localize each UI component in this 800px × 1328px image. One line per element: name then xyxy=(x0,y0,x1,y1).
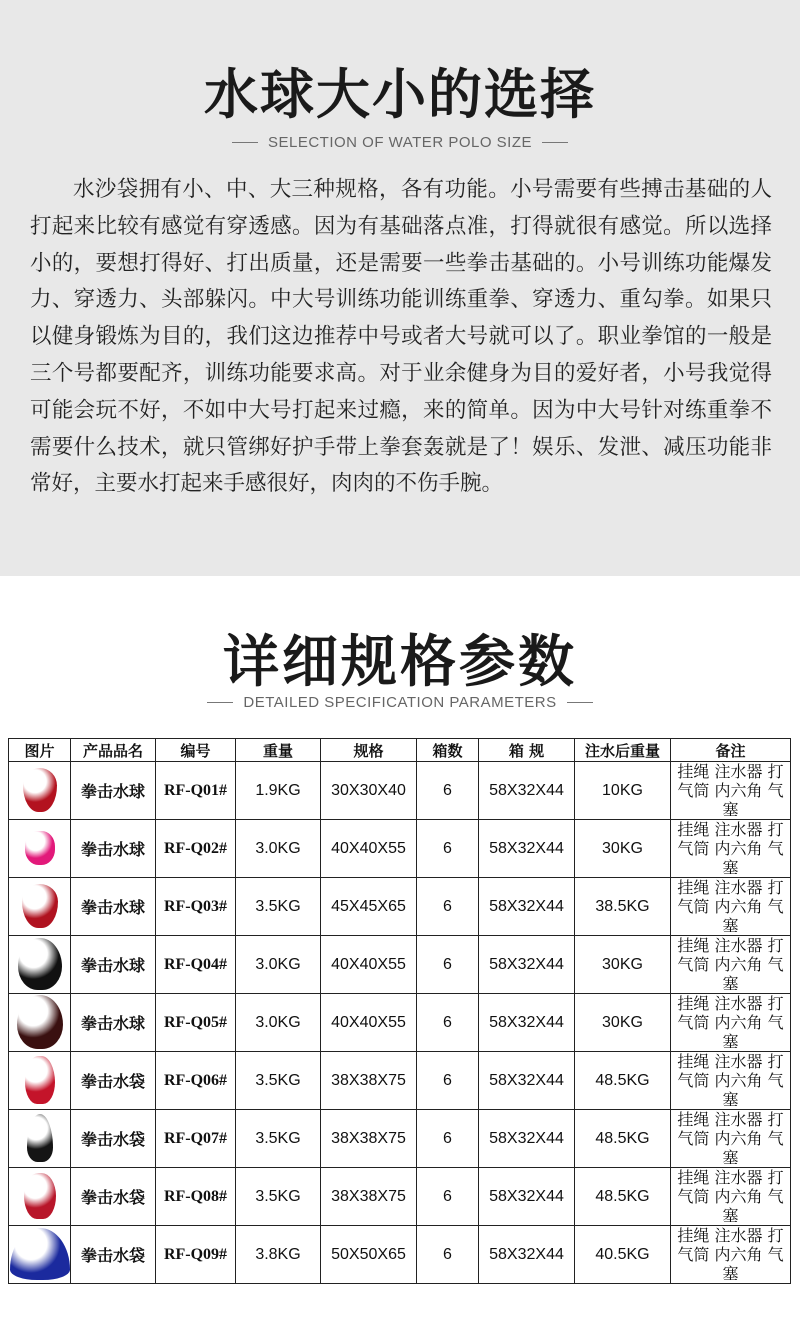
box-size: 58X32X44 xyxy=(479,762,575,820)
spec-table xyxy=(8,738,791,1284)
filled-weight: 30KG xyxy=(575,936,671,994)
spec-subtitle xyxy=(0,694,800,711)
product-notes: 挂绳 注水器 打气筒 内六角 气塞 xyxy=(671,1168,791,1226)
product-image xyxy=(9,1168,71,1226)
divider xyxy=(232,142,258,143)
intro-paragraph: 水沙袋拥有小、中、大三种规格，各有功能。小号需要有些搏击基础的人打起来比较有感觉有穿透感。因为有基础落点准，打得就很有感觉。所以选择小的，要想打得好、打出质量，还是需要一些拳击基础的。小号训练功能爆发力、穿透力、头部躲闪。中大号训练功能训练重拳、穿透力、重勾拳。如果只以健身锻炼为目的，我们这边推荐中号或者大号就可以了。职业拳馆的一般是三个号都要配齐，训练功能要求高。对于业余健身为目的爱好者，小号我觉得可能会玩不好，不如中大号打起来过瘾，来的简单。因为中大号针对练重拳不需要什么技术，就只管绑好护手带上拳套轰就是了！娱乐、发泄、减压功能非常好，主要水打起来手感很好，肉肉的不伤手腕。 xyxy=(30,177,772,497)
product-weight: 3.5KG xyxy=(236,1168,321,1226)
product-notes: 挂绳 注水器 打气筒 内六角 气塞 xyxy=(671,762,791,820)
product-code: RF-Q02# xyxy=(156,820,236,878)
filled-weight: 30KG xyxy=(575,994,671,1052)
product-notes: 挂绳 注水器 打气筒 内六角 气塞 xyxy=(671,1226,791,1284)
product-image xyxy=(9,878,71,936)
filled-weight: 48.5KG xyxy=(575,1168,671,1226)
product-notes: 挂绳 注水器 打气筒 内六角 气塞 xyxy=(671,820,791,878)
table-row xyxy=(9,1168,791,1226)
product-image xyxy=(9,762,71,820)
section-subtitle xyxy=(0,134,800,151)
punching-ball-image xyxy=(25,831,55,865)
header-product-name: 产品品名 xyxy=(71,739,156,762)
product-weight: 3.8KG xyxy=(236,1226,321,1284)
product-name: 拳击水袋 xyxy=(71,1226,156,1284)
product-name: 拳击水球 xyxy=(71,762,156,820)
product-name: 拳击水球 xyxy=(71,878,156,936)
product-weight: 3.5KG xyxy=(236,1110,321,1168)
filled-weight: 40.5KG xyxy=(575,1226,671,1284)
size-selection-section xyxy=(0,0,800,576)
product-code: RF-Q01# xyxy=(156,762,236,820)
product-size: 40X40X55 xyxy=(321,936,417,994)
product-name: 拳击水球 xyxy=(71,936,156,994)
box-size: 58X32X44 xyxy=(479,1168,575,1226)
section-title: 水球大小的选择 xyxy=(204,63,596,126)
product-code: RF-Q05# xyxy=(156,994,236,1052)
product-image xyxy=(9,1110,71,1168)
box-size: 58X32X44 xyxy=(479,994,575,1052)
product-notes: 挂绳 注水器 打气筒 内六角 气塞 xyxy=(671,1052,791,1110)
header-notes: 备注 xyxy=(671,739,791,762)
product-code: RF-Q09# xyxy=(156,1226,236,1284)
table-row xyxy=(9,1226,791,1284)
product-code: RF-Q03# xyxy=(156,878,236,936)
box-quantity: 6 xyxy=(417,1052,479,1110)
header-image: 图片 xyxy=(9,739,71,762)
header-box-qty: 箱数 xyxy=(417,739,479,762)
filled-weight: 48.5KG xyxy=(575,1052,671,1110)
header-weight: 重量 xyxy=(236,739,321,762)
product-weight: 3.0KG xyxy=(236,994,321,1052)
product-name: 拳击水袋 xyxy=(71,1110,156,1168)
product-code: RF-Q07# xyxy=(156,1110,236,1168)
table-row xyxy=(9,878,791,936)
header-size: 规格 xyxy=(321,739,417,762)
punching-ball-image xyxy=(25,1056,55,1104)
spec-subtitle-text: DETAILED SPECIFICATION PARAMETERS xyxy=(243,694,557,711)
product-notes: 挂绳 注水器 打气筒 内六角 气塞 xyxy=(671,994,791,1052)
box-quantity: 6 xyxy=(417,936,479,994)
product-weight: 3.0KG xyxy=(236,820,321,878)
product-code: RF-Q08# xyxy=(156,1168,236,1226)
product-size: 50X50X65 xyxy=(321,1226,417,1284)
punching-ball-image xyxy=(10,1228,70,1280)
table-row xyxy=(9,994,791,1052)
table-row xyxy=(9,1110,791,1168)
product-size: 38X38X75 xyxy=(321,1052,417,1110)
box-quantity: 6 xyxy=(417,1226,479,1284)
product-weight: 3.0KG xyxy=(236,936,321,994)
punching-ball-image xyxy=(27,1114,53,1162)
product-size: 38X38X75 xyxy=(321,1168,417,1226)
product-name: 拳击水袋 xyxy=(71,1052,156,1110)
product-notes: 挂绳 注水器 打气筒 内六角 气塞 xyxy=(671,1110,791,1168)
product-image xyxy=(9,820,71,878)
box-quantity: 6 xyxy=(417,820,479,878)
punching-ball-image xyxy=(24,1173,56,1219)
box-quantity: 6 xyxy=(417,994,479,1052)
product-size: 40X40X55 xyxy=(321,820,417,878)
spec-title: 详细规格参数 xyxy=(223,630,577,695)
box-size: 58X32X44 xyxy=(479,1226,575,1284)
header-code: 编号 xyxy=(156,739,236,762)
table-header-row xyxy=(9,739,791,762)
filled-weight: 38.5KG xyxy=(575,878,671,936)
product-name: 拳击水袋 xyxy=(71,1168,156,1226)
box-size: 58X32X44 xyxy=(479,820,575,878)
box-size: 58X32X44 xyxy=(479,878,575,936)
table-row xyxy=(9,936,791,994)
product-image xyxy=(9,994,71,1052)
header-box-size: 箱 规 xyxy=(479,739,575,762)
product-code: RF-Q04# xyxy=(156,936,236,994)
filled-weight: 48.5KG xyxy=(575,1110,671,1168)
product-size: 30X30X40 xyxy=(321,762,417,820)
product-image xyxy=(9,1052,71,1110)
filled-weight: 30KG xyxy=(575,820,671,878)
box-size: 58X32X44 xyxy=(479,936,575,994)
box-size: 58X32X44 xyxy=(479,1110,575,1168)
product-weight: 1.9KG xyxy=(236,762,321,820)
punching-ball-image xyxy=(22,884,58,928)
product-size: 38X38X75 xyxy=(321,1110,417,1168)
box-size: 58X32X44 xyxy=(479,1052,575,1110)
product-size: 45X45X65 xyxy=(321,878,417,936)
box-quantity: 6 xyxy=(417,1168,479,1226)
box-quantity: 6 xyxy=(417,762,479,820)
divider xyxy=(542,142,568,143)
box-quantity: 6 xyxy=(417,878,479,936)
punching-ball-image xyxy=(18,938,62,990)
box-quantity: 6 xyxy=(417,1110,479,1168)
product-name: 拳击水球 xyxy=(71,994,156,1052)
product-image xyxy=(9,1226,71,1284)
table-row xyxy=(9,1052,791,1110)
filled-weight: 10KG xyxy=(575,762,671,820)
divider xyxy=(567,702,593,703)
section-subtitle-text: SELECTION OF WATER POLO SIZE xyxy=(267,134,533,151)
product-image xyxy=(9,936,71,994)
product-weight: 3.5KG xyxy=(236,1052,321,1110)
punching-ball-image xyxy=(17,995,63,1049)
divider xyxy=(207,702,233,703)
product-size: 40X40X55 xyxy=(321,994,417,1052)
table-row xyxy=(9,820,791,878)
product-notes: 挂绳 注水器 打气筒 内六角 气塞 xyxy=(671,936,791,994)
header-filled-weight: 注水后重量 xyxy=(575,739,671,762)
product-code: RF-Q06# xyxy=(156,1052,236,1110)
product-notes: 挂绳 注水器 打气筒 内六角 气塞 xyxy=(671,878,791,936)
product-name: 拳击水球 xyxy=(71,820,156,878)
table-row xyxy=(9,762,791,820)
punching-ball-image xyxy=(23,768,57,812)
product-weight: 3.5KG xyxy=(236,878,321,936)
